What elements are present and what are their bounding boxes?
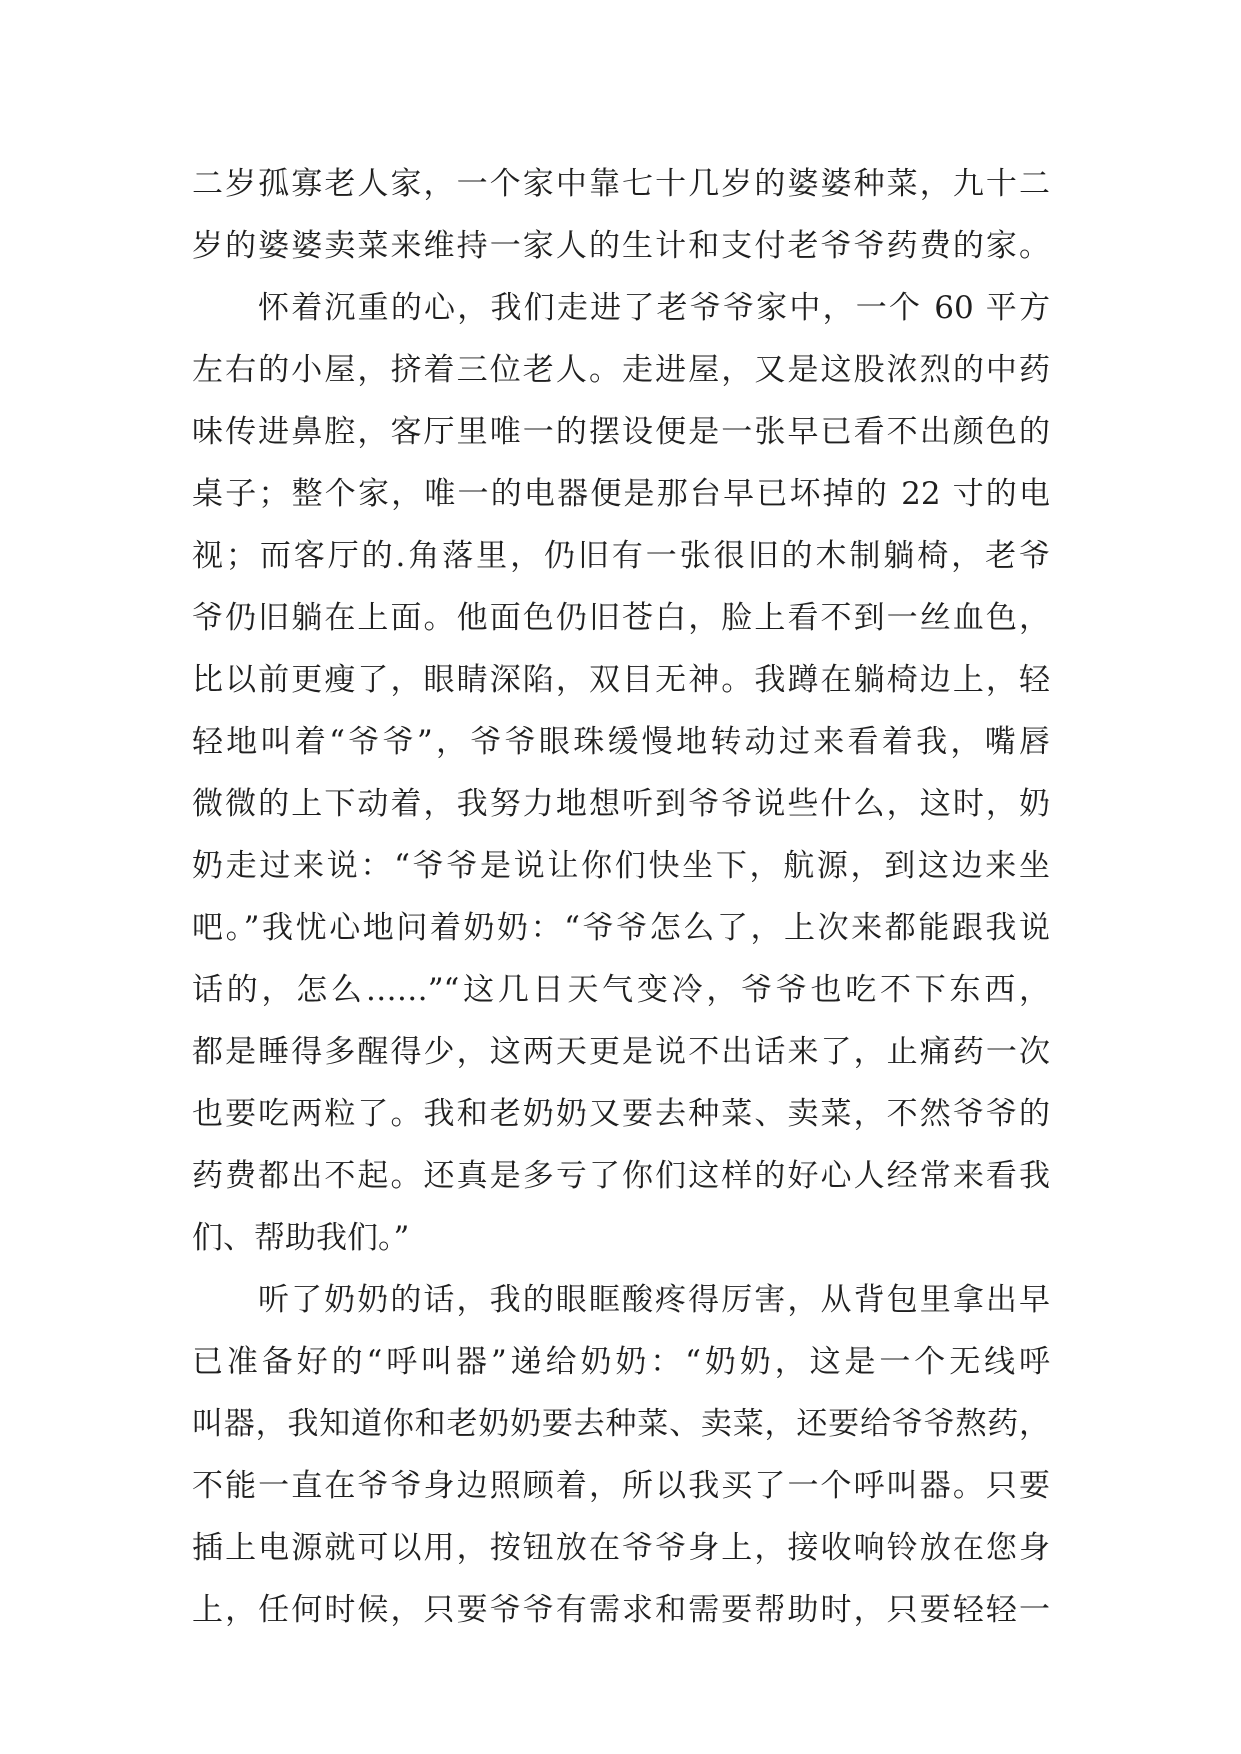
text-line: 怀着沉重的心，我们走进了老爷爷家中，一个 60 平方 <box>258 290 1050 326</box>
text-line: 奶走过来说：“爷爷是说让你们快坐下，航源，到这边来坐 <box>192 848 1050 884</box>
text-line: 都是睡得多醒得少，这两天更是说不出话来了，止痛药一次 <box>192 1034 1050 1070</box>
text-line: 吧。”我忧心地问着奶奶：“爷爷怎么了，上次来都能跟我说 <box>192 910 1050 946</box>
text-line: 话的，怎么……”“这几日天气变冷，爷爷也吃不下东西， <box>192 972 1050 1008</box>
text-line: 叫器，我知道你和老奶奶要去种菜、卖菜，还要给爷爷熬药， <box>192 1406 1050 1442</box>
text-line: 爷仍旧躺在上面。他面色仍旧苍白，脸上看不到一丝血色， <box>192 600 1050 636</box>
body-text <box>192 153 1050 1641</box>
text-line: 轻地叫着“爷爷”，爷爷眼珠缓慢地转动过来看着我，嘴唇 <box>192 724 1050 760</box>
text-line: 左右的小屋，挤着三位老人。走进屋，又是这股浓烈的中药 <box>192 352 1050 388</box>
text-line: 二岁孤寡老人家，一个家中靠七十几岁的婆婆种菜，九十二 <box>192 166 1050 202</box>
text-line: 比以前更瘦了，眼睛深陷，双目无神。我蹲在躺椅边上，轻 <box>192 662 1050 698</box>
text-line: 插上电源就可以用，按钮放在爷爷身上，接收响铃放在您身 <box>192 1530 1050 1566</box>
text-line: 岁的婆婆卖菜来维持一家人的生计和支付老爷爷药费的家。 <box>192 228 1050 264</box>
text-line: 也要吃两粒了。我和老奶奶又要去种菜、卖菜，不然爷爷的 <box>192 1096 1050 1132</box>
text-line: 桌子；整个家，唯一的电器便是那台早已坏掉的 22 寸的电 <box>192 476 1050 512</box>
text-line: 们、帮助我们。” <box>192 1220 410 1256</box>
text-line: 视；而客厅的.角落里，仍旧有一张很旧的木制躺椅，老爷 <box>192 538 1050 574</box>
text-line: 微微的上下动着，我努力地想听到爷爷说些什么，这时，奶 <box>192 786 1050 822</box>
text-line: 不能一直在爷爷身边照顾着，所以我买了一个呼叫器。只要 <box>192 1468 1050 1504</box>
text-line: 上，任何时候，只要爷爷有需求和需要帮助时，只要轻轻一 <box>192 1592 1050 1628</box>
text-line: 味传进鼻腔，客厅里唯一的摆设便是一张早已看不出颜色的 <box>192 414 1050 450</box>
paragraph <box>192 1269 1050 1641</box>
paragraph-continued <box>192 153 1050 277</box>
text-line: 已准备好的“呼叫器”递给奶奶：“奶奶，这是一个无线呼 <box>192 1344 1050 1380</box>
paragraph <box>192 277 1050 1269</box>
text-line: 药费都出不起。还真是多亏了你们这样的好心人经常来看我 <box>192 1158 1050 1194</box>
text-line: 听了奶奶的话，我的眼眶酸疼得厉害，从背包里拿出早 <box>258 1282 1050 1318</box>
